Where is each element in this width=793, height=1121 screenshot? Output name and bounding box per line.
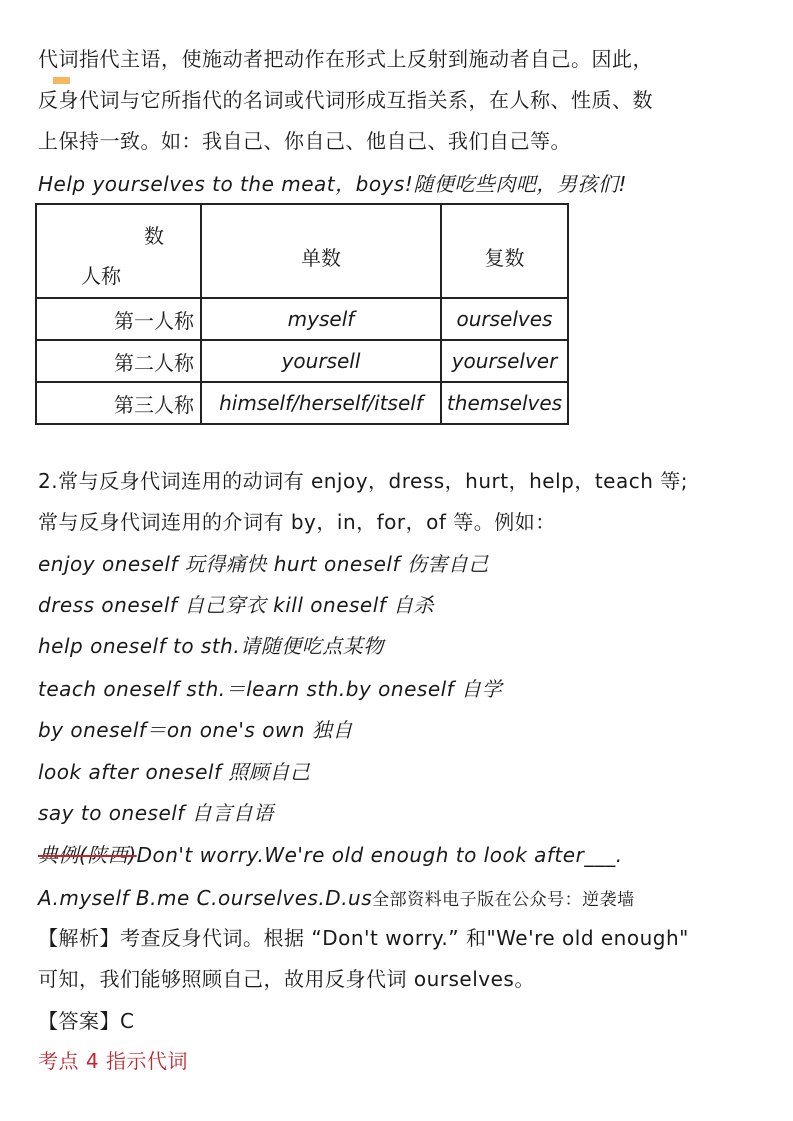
table-header-row xyxy=(36,204,568,298)
plural-cell: ourselves xyxy=(441,298,568,340)
highlight-mark xyxy=(53,77,70,84)
analysis-line-1: 【解析】考查反身代词。根据 “Don't worry.” 和"We're old enough" xyxy=(38,926,689,950)
example-question-line xyxy=(38,841,623,869)
header-singular: 单数 xyxy=(201,204,441,298)
paragraph-line-1: 代词指代主语，使施动者把动作在形式上反射到施动者自己。因此， xyxy=(38,47,653,71)
phrase-line: help oneself to sth.请随便吃点某物 xyxy=(38,634,384,658)
paragraph-line-3: 上保持一致。如：我自己、你自己、他自己、我们自己等。 xyxy=(38,129,571,153)
example-question: Don't worry.We're old enough to look after___. xyxy=(136,843,623,867)
singular-cell: myself xyxy=(201,298,441,340)
point2-line-2: 常与反身代词连用的介词有 by，in，for，of 等。例如： xyxy=(38,510,556,534)
header-plural: 复数 xyxy=(441,204,568,298)
person-cell: 第三人称 xyxy=(36,382,201,424)
person-cell: 第一人称 xyxy=(36,298,201,340)
phrase-line: teach oneself sth.＝learn sth.by oneself 自学 xyxy=(38,677,503,701)
table-row xyxy=(36,298,568,340)
plural-cell: yourselver xyxy=(441,340,568,382)
singular-cell: himself/herself/itself xyxy=(201,382,441,424)
example-sentence: Help yourselves to the meat，boys!随便吃些肉吧，男孩们! xyxy=(38,172,627,196)
header-diagonal-cell xyxy=(36,204,201,298)
analysis-line-2: 可知，我们能够照顾自己，故用反身代词 ourselves。 xyxy=(38,967,535,991)
next-section-heading: 考点 4 指示代词 xyxy=(38,1049,188,1073)
example-label: 典例(陕西) xyxy=(38,843,137,867)
header-number-label: 数 xyxy=(144,224,164,248)
table-row xyxy=(36,382,568,424)
plural-cell: themselves xyxy=(441,382,568,424)
header-person-label: 人称 xyxy=(81,264,121,288)
phrase-line: by oneself＝on one's own 独自 xyxy=(38,718,353,742)
reflexive-pronoun-table xyxy=(35,203,569,425)
phrase-line: say to oneself 自言自语 xyxy=(38,801,274,825)
phrase-line: look after oneself 照顾自己 xyxy=(38,760,311,784)
example-options-line xyxy=(38,884,635,914)
person-cell: 第二人称 xyxy=(36,340,201,382)
phrase-line: dress oneself 自己穿衣 kill oneself 自杀 xyxy=(38,593,435,617)
table-row xyxy=(36,340,568,382)
example-options: A.myself B.me C.ourselves.D.us xyxy=(38,886,373,910)
point2-line-1: 2.常与反身代词连用的动词有 enjoy，dress，hurt，help，teach 等; xyxy=(38,469,688,493)
singular-cell: yoursell xyxy=(201,340,441,382)
answer-line: 【答案】C xyxy=(38,1009,135,1033)
paragraph-line-2: 反身代词与它所指代的名词或代词形成互指关系，在人称、性质、数 xyxy=(38,88,653,112)
phrase-line: enjoy oneself 玩得痛快 hurt oneself 伤害自己 xyxy=(38,552,489,576)
source-note: 全部资料电子版在公众号：逆袭墙 xyxy=(372,890,635,910)
